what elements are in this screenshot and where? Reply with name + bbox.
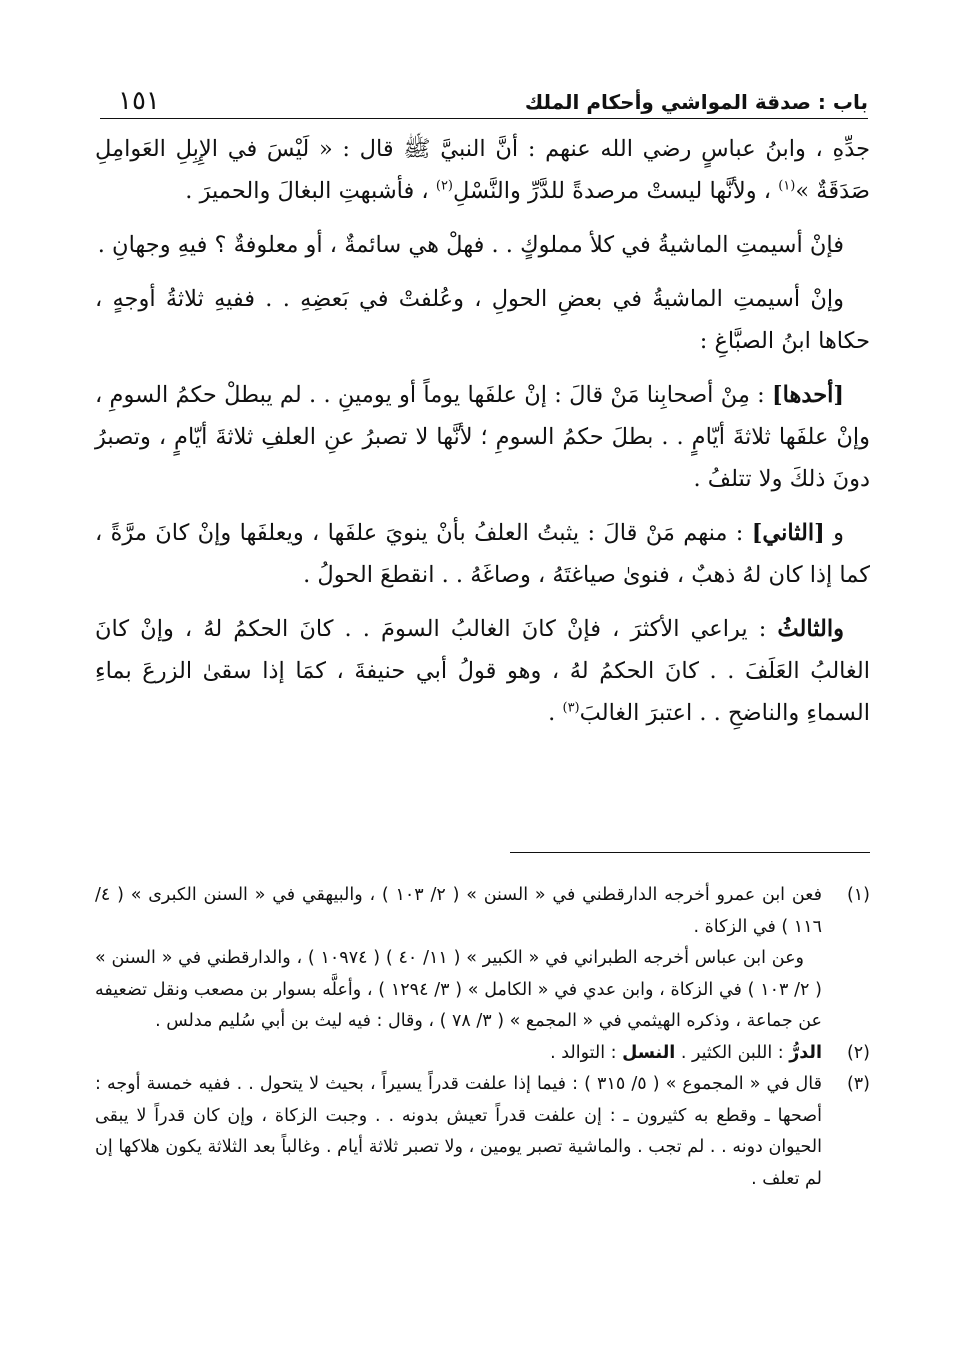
paragraph-5-prefix: و bbox=[824, 520, 844, 546]
footnote-1-number: (١) bbox=[846, 885, 870, 905]
running-head: باب : صدقة المواشي وأحكام الملك bbox=[524, 90, 868, 114]
footnote-2 bbox=[95, 1038, 870, 1070]
paragraph-4-label: [أحدها] bbox=[772, 382, 844, 408]
paragraph-5-text: : منهم مَنْ قالَ : يثبتُ العلفُ بأنْ ينويَ علفَها ، ويعلفَها وإنْ كانَ مرَّةً ، كما إذا كان لهُ ذهبٌ ، فنوىٰ صياغتَهُ ، وصاغَهُ . . انقطعَ الحولُ . bbox=[95, 520, 870, 588]
footnote-3-para-1: قال في « المجموع » ( ٥/ ٣١٥ ) : فيما إذا علفت قدراً يسيراً ، بحيث لا يتحول . . ففيه خمسة أوجه : أصحها ـ وقطع به كثيرون ـ : إن علفت قدراً تعيش بدونه . . وجبت الزكاة ، وإن كان قدراً لا يبقى الحيوان دونه . . لم تجب . والماشية تصبر يومين ، ولا تصبر ثلاثة أيام . وغالباً بعد الثلاثة يكون هلاكها إن لم تعلف . bbox=[95, 1074, 822, 1189]
footnote-1-para-2: وعن ابن عباس أخرجه الطبراني في « الكبير » ( ١١/ ٤٠ ) ( ١٠٩٧٤ ) ، والدارقطني في « السنن » ( ٢/ ١٠٣ ) في الزكاة ، وابن عدي في « الكامل » ( ٣/ ١٢٩٤ ) ، وأعلَّه بسوار بن مصعب ونقل تضعيفه عن جماعة ، وذكره الهيثمي في « المجمع » ( ٣/ ٧٨ ) ، وقال : فيه ليث بن أبي سُليم مدلس . bbox=[95, 948, 822, 1031]
page-number: ١٥١ bbox=[118, 86, 160, 116]
paragraph-2: فإنْ أسيمتِ الماشيةُ في كلأ مملوكٍ . . فهلْ هي سائمةٌ ، أو معلوفةٌ ؟ فيهِ وجهانِ . bbox=[97, 232, 844, 258]
paragraph-5-label: [الثاني] bbox=[751, 520, 825, 546]
footnote-3 bbox=[95, 1069, 870, 1195]
footnote-1-body bbox=[95, 880, 822, 1038]
footnote-2-term-1: الدرُّ bbox=[789, 1042, 822, 1063]
footnote-2-term-2: النسل bbox=[622, 1042, 676, 1063]
footnote-separator bbox=[510, 852, 870, 853]
footnote-3-number: (٣) bbox=[846, 1074, 870, 1094]
footnote-2-number: (٢) bbox=[846, 1042, 870, 1063]
footnote-ref-3: (٣) bbox=[562, 700, 580, 716]
footnote-2-def-2: : التوالد . bbox=[550, 1042, 623, 1063]
paragraph-1-text-2: ، ولأنَّها ليستْ مرصدةً للدَّرِّ والنَّسْلِ bbox=[453, 178, 779, 204]
footnote-2-def-1: : اللبن الكثير . bbox=[675, 1042, 790, 1063]
footnote-2-body bbox=[95, 1038, 822, 1070]
footnotes bbox=[95, 880, 870, 1195]
footnote-3-body bbox=[95, 1069, 822, 1195]
paragraph-3: وإنْ أسيمتِ الماشيةُ في بعضِ الحولِ ، وعُلفتْ في بَعضِهِ . . ففيهِ ثلاثةُ أوجهٍ ، حكاها ابنُ الصبَّاغِ : bbox=[95, 286, 870, 354]
paragraph-6-end: . bbox=[548, 700, 563, 726]
paragraph-6 bbox=[95, 608, 870, 734]
paragraph-1-text: جدِّهِ ، وابنُ عباسٍ رضي الله عنهم : أنَّ النبيَّ ﷺ قال : « لَيْسَ في الإِبِلِ العَوامِلِ صَدَقَةٌ » bbox=[95, 136, 870, 204]
main-text bbox=[95, 128, 870, 746]
paragraph-4-text: : مِنْ أصحابِنا مَنْ قالَ : إنْ علفَها يوماً أو يومينِ . . لم يبطلْ حكمُ السومِ ، وإنْ علفَها ثلاثةَ أيّامٍ . . بطلَ حكمُ السومِ ؛ لأنَّها لا تصبرُ عنِ العلفِ ثلاثةَ أيّامٍ ، وتصبرُ دونَ ذلكَ ولا تتلفُ . bbox=[95, 382, 870, 492]
footnote-ref-1: (١) bbox=[778, 178, 796, 194]
footnote-1-para-1: فعن ابن عمرو أخرجه الدارقطني في « السنن » ( ٢/ ١٠٣ ) ، والبيهقي في « السنن الكبرى » ( ٤/ ١١٦ ) في الزكاة . bbox=[95, 885, 822, 937]
paragraph-1 bbox=[95, 128, 870, 212]
paragraph-6-text: : يراعي الأكثرَ ، فإنْ كانَ الغالبُ السومَ . . كانَ الحكمُ لهُ ، وإنْ كانَ الغالبُ العَلَفَ . . كانَ الحكمُ لهُ ، وهو قولُ أبي حنيفةَ ، كمَا إذا سقىٰ الزرعَ بماءِ السماءِ والناضحِ . . اعتبرَ الغالبَ bbox=[95, 616, 870, 726]
footnote-ref-2: (٢) bbox=[435, 178, 453, 194]
paragraph-6-label: والثالثُ bbox=[777, 616, 844, 642]
paragraph-4 bbox=[95, 374, 870, 500]
footnote-1 bbox=[95, 880, 870, 1038]
page-header bbox=[100, 82, 868, 119]
paragraph-5 bbox=[95, 512, 870, 596]
paragraph-1-text-3: ، فأشبهتِ البغالَ والحميرَ . bbox=[185, 178, 436, 204]
